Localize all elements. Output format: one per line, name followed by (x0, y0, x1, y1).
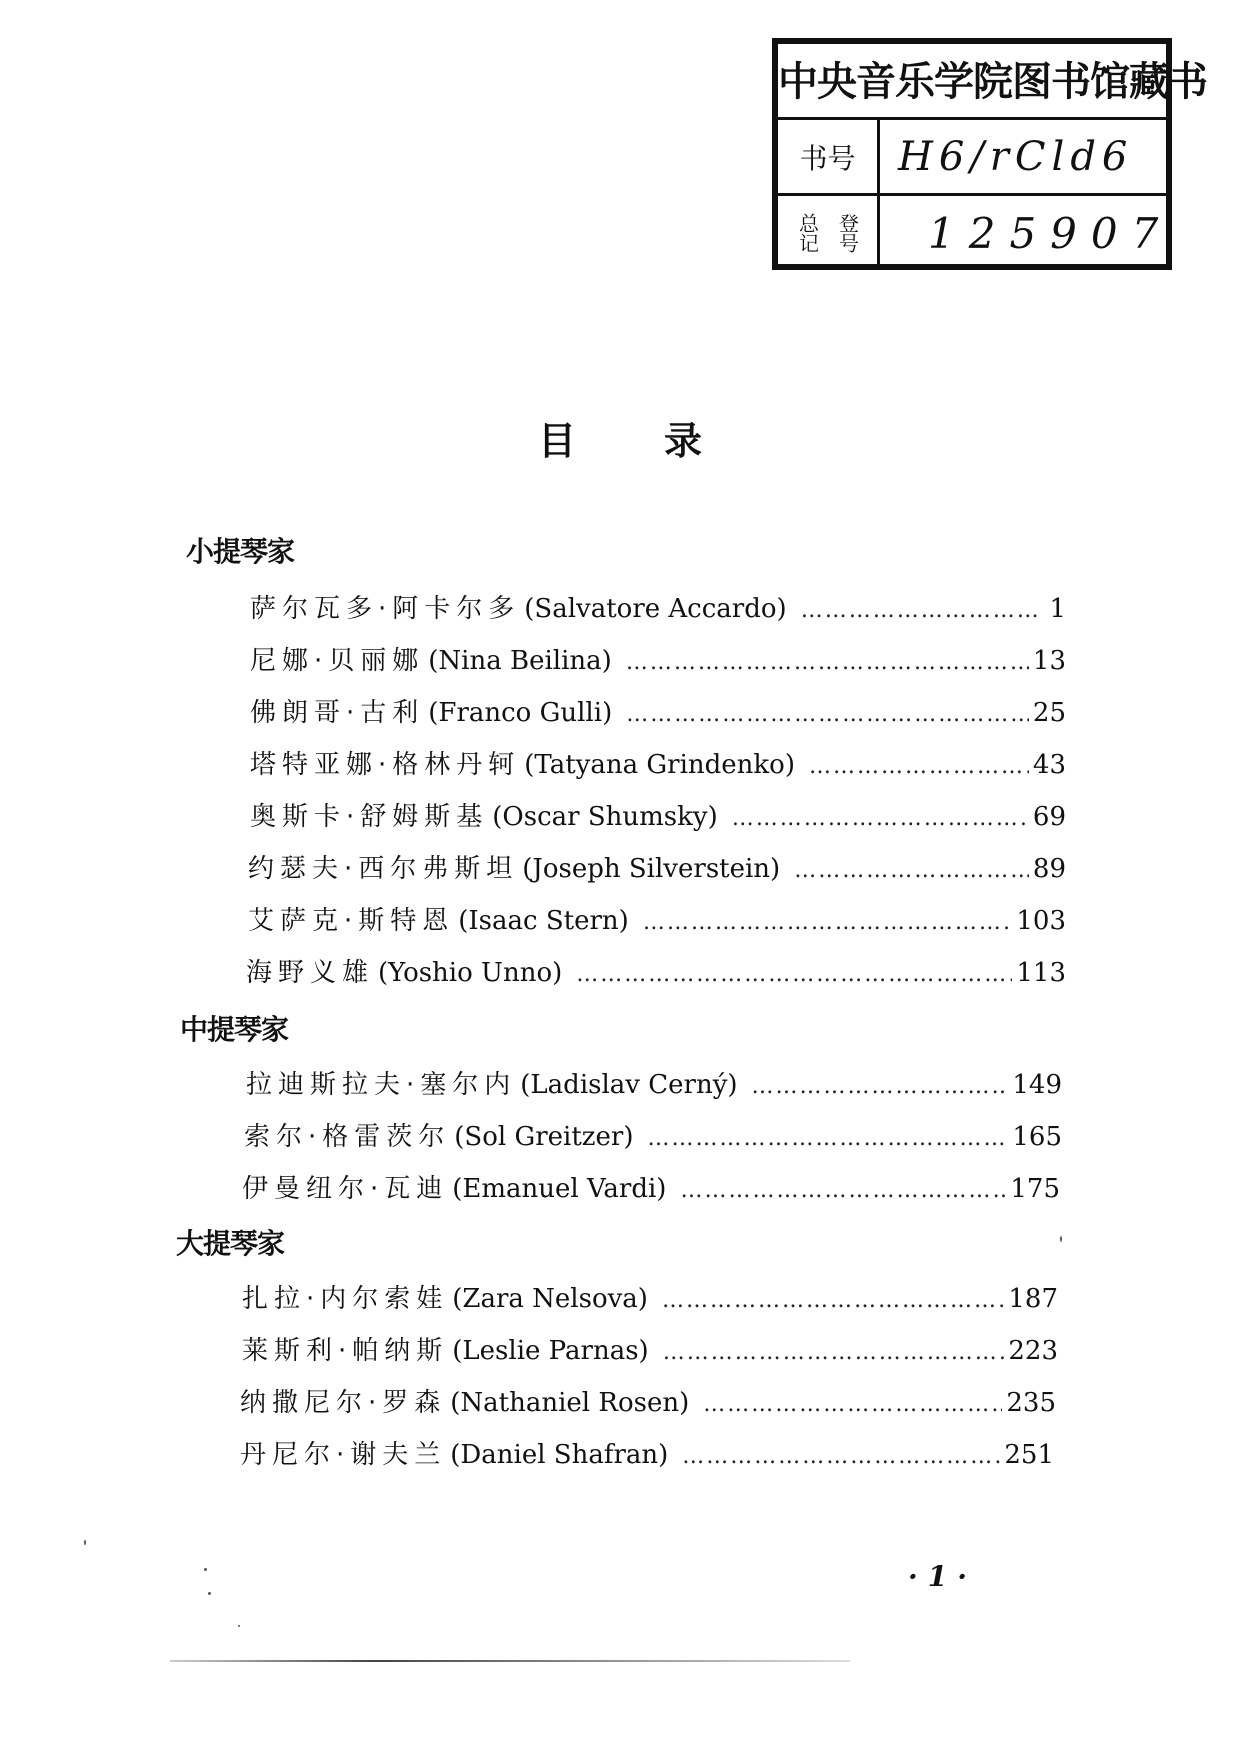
entry-page-number: 175 (1010, 1174, 1060, 1204)
toc-entry[interactable] (244, 1116, 1062, 1153)
entry-chinese-name: 海野义雄 (246, 958, 375, 988)
page-title: 目录 (537, 419, 790, 463)
toc-entry[interactable] (248, 900, 1066, 937)
toc-entry[interactable] (242, 1330, 1058, 1367)
dot-leader (643, 910, 1013, 935)
scan-speck (208, 1592, 211, 1595)
dot-leader (703, 1392, 1002, 1417)
entry-english-name: (Leslie Parnas) (452, 1336, 649, 1366)
entry-english-name: (Franco Gulli) (428, 698, 613, 728)
scan-speck (84, 1540, 86, 1545)
stamp-accession-label-2: 登号 (835, 213, 860, 253)
entry-page-number: 113 (1016, 958, 1066, 988)
entry-english-name: (Nathaniel Rosen) (450, 1388, 690, 1418)
entry-english-name: (Oscar Shumsky) (492, 802, 718, 832)
dot-leader (680, 1178, 1006, 1203)
entry-page-number: 43 (1032, 750, 1066, 780)
stamp-call-number-label: 书号 (778, 120, 880, 193)
toc-section-cellists: 大提琴家 (176, 1227, 285, 1260)
entry-page-number: 13 (1032, 646, 1066, 676)
stamp-title: 中央音乐学院图书馆藏书 (778, 44, 1166, 120)
dot-leader (752, 1074, 1009, 1099)
entry-english-name: (Emanuel Vardi) (452, 1174, 667, 1204)
entry-chinese-name: 扎拉·内尔索娃 (242, 1284, 449, 1314)
entry-chinese-name: 拉迪斯拉夫·塞尔内 (246, 1070, 517, 1100)
entry-page-number: 103 (1016, 906, 1066, 936)
toc-entry[interactable] (240, 1434, 1054, 1471)
entry-chinese-name: 奥斯卡·舒姆斯基 (250, 802, 489, 832)
stamp-row-call-number (778, 120, 1166, 196)
dot-leader (662, 1288, 1004, 1313)
toc-entry[interactable] (240, 1382, 1056, 1419)
entry-english-name: (Daniel Shafran) (450, 1440, 669, 1470)
entry-page-number: 89 (1032, 854, 1066, 884)
page-number: ·1· (908, 1560, 977, 1593)
entry-chinese-name: 艾萨克·斯特恩 (248, 906, 455, 936)
stamp-accession-label-1: 总记 (795, 213, 820, 253)
scan-speck (238, 1625, 240, 1627)
entry-page-number: 187 (1008, 1284, 1058, 1314)
entry-page-number: 251 (1004, 1440, 1054, 1470)
toc-section-violists: 中提琴家 (180, 1013, 289, 1046)
scan-edge-line (170, 1660, 850, 1662)
entry-page-number: 223 (1008, 1336, 1058, 1366)
entry-chinese-name: 纳撒尼尔·罗森 (240, 1388, 447, 1418)
toc-section-violinists: 小提琴家 (186, 535, 295, 568)
toc-entry[interactable] (242, 1278, 1058, 1315)
dot-leader (682, 1444, 1000, 1469)
entry-page-number: 149 (1012, 1070, 1062, 1100)
entry-english-name: (Zara Nelsova) (452, 1284, 648, 1314)
toc-entry[interactable] (246, 952, 1066, 989)
entry-chinese-name: 伊曼纽尔·瓦迪 (242, 1174, 449, 1204)
dot-leader (626, 702, 1029, 727)
dot-leader (647, 1126, 1008, 1151)
dot-leader (663, 1340, 1005, 1365)
entry-chinese-name: 丹尼尔·谢夫兰 (240, 1440, 447, 1470)
entry-page-number: 235 (1006, 1388, 1056, 1418)
scan-speck (1060, 1236, 1062, 1242)
dot-leader (576, 962, 1012, 987)
entry-page-number: 25 (1032, 698, 1066, 728)
dot-leader (626, 650, 1029, 675)
toc-entry[interactable] (250, 588, 1066, 625)
toc-entry[interactable] (250, 692, 1066, 729)
entry-english-name: (Joseph Silverstein) (522, 854, 781, 884)
toc-entry[interactable] (250, 744, 1066, 781)
entry-page-number: 69 (1032, 802, 1066, 832)
dot-leader (809, 754, 1029, 779)
entry-chinese-name: 尼娜·贝丽娜 (250, 646, 425, 676)
entry-english-name: (Ladislav Cerný) (520, 1070, 738, 1100)
entry-chinese-name: 萨尔瓦多·阿卡尔多 (250, 594, 521, 624)
toc-entry[interactable] (246, 1064, 1062, 1101)
dot-leader (732, 806, 1029, 831)
dot-leader (801, 598, 1042, 623)
entry-chinese-name: 莱斯利·帕纳斯 (242, 1336, 449, 1366)
toc-entry[interactable] (250, 640, 1066, 677)
library-stamp (772, 38, 1207, 270)
entry-page-number: 1 (1049, 594, 1066, 624)
toc-entry[interactable] (250, 796, 1066, 833)
entry-english-name: (Yoshio Unno) (378, 958, 563, 988)
entry-english-name: (Salvatore Accardo) (524, 594, 787, 624)
entry-chinese-name: 约瑟夫·西尔弗斯坦 (248, 854, 519, 884)
stamp-accession-label (778, 196, 880, 270)
scan-speck (204, 1568, 207, 1571)
toc-entry[interactable] (242, 1168, 1060, 1205)
entry-english-name: (Isaac Stern) (458, 906, 629, 936)
entry-chinese-name: 佛朗哥·古利 (250, 698, 425, 728)
toc-entry[interactable] (248, 848, 1066, 885)
entry-chinese-name: 塔特亚娜·格林丹轲 (250, 750, 521, 780)
stamp-row-accession (778, 196, 1173, 270)
entry-page-number: 165 (1012, 1122, 1062, 1152)
entry-chinese-name: 索尔·格雷茨尔 (244, 1122, 451, 1152)
entry-english-name: (Tatyana Grindenko) (524, 750, 795, 780)
stamp-accession-number: 125907 (928, 208, 1173, 258)
dot-leader (794, 858, 1029, 883)
stamp-call-number-value: H6/rCld6 (898, 133, 1134, 180)
entry-english-name: (Sol Greitzer) (454, 1122, 634, 1152)
entry-english-name: (Nina Beilina) (428, 646, 612, 676)
